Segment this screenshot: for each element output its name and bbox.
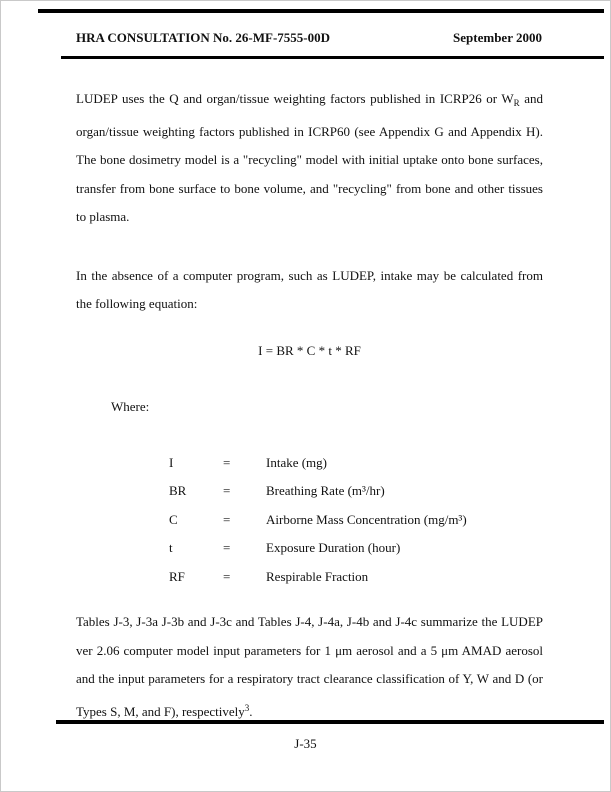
subscript-wr: R — [513, 98, 520, 108]
page-number: J-35 — [294, 736, 317, 751]
definition-equals: = — [223, 568, 231, 584]
definition-description: Exposure Duration (hour) — [266, 540, 401, 555]
paragraph-ludep — [76, 85, 543, 232]
paragraph-ludep-text-1: LUDEP uses the Q and organ/tissue weighting factors published in ICRP26 or W — [76, 91, 514, 106]
definition-symbol: I — [169, 454, 174, 470]
definition-row — [76, 477, 543, 506]
definition-symbol: t — [169, 540, 173, 555]
definition-equals: = — [223, 454, 231, 470]
definition-symbol: RF — [169, 568, 185, 584]
definition-description: Intake (mg) — [266, 454, 328, 470]
paragraph-tables-text-2: . — [249, 703, 253, 719]
top-rule — [38, 9, 604, 13]
definition-symbol: BR — [169, 483, 187, 498]
page-header — [76, 30, 542, 46]
definition-description: Airborne Mass Concentration (mg/m³) — [266, 511, 467, 527]
header-title: HRA CONSULTATION No. 26-MF-7555-00D — [76, 30, 330, 45]
header-date: September 2000 — [453, 30, 542, 45]
definition-list — [76, 449, 543, 592]
intake-equation: I = BR * C * t * RF — [258, 342, 361, 358]
definition-row — [76, 563, 543, 592]
header-rule — [61, 56, 604, 59]
definition-description: Respirable Fraction — [266, 568, 369, 584]
paragraph-intake: In the absence of a computer program, such as LUDEP, intake may be calculated from the following equation: — [76, 267, 543, 311]
document-body — [76, 85, 543, 726]
footnote-superscript: 3 — [244, 702, 250, 713]
footer-rule — [56, 720, 604, 724]
definition-row — [76, 534, 543, 563]
definition-row — [76, 449, 543, 478]
paragraph-tables — [76, 608, 543, 726]
paragraph-ludep-text-2: and organ/tissue weighting factors published in ICRP60 (see Appendix G and Appendix H). The bone dosimetry model is a "recycling" model with initial uptake onto bone surfaces, transfer from bone surface to bone volume, and "recycling" from bone and other tissues to plasma. — [76, 91, 543, 224]
definition-symbol: C — [169, 511, 178, 527]
definition-description: Breathing Rate (m³/hr) — [266, 483, 385, 498]
definition-equals: = — [223, 540, 231, 555]
definition-equals: = — [223, 511, 231, 527]
definition-equals: = — [223, 483, 231, 498]
where-label: Where: — [111, 399, 150, 414]
paragraph-tables-text-1: Tables J-3, J-3a J-3b and J-3c and Tables J-4, J-4a, J-4b and J-4c summarize the LUDEP ver 2.06 computer model input parameters for 1 μm aerosol and a 5 μm AMAD aerosol and the input parameters for a respiratory tract clearance classification of Y, W and D (or Types S, M, and F), respectively — [76, 614, 543, 719]
definition-row — [76, 506, 543, 535]
